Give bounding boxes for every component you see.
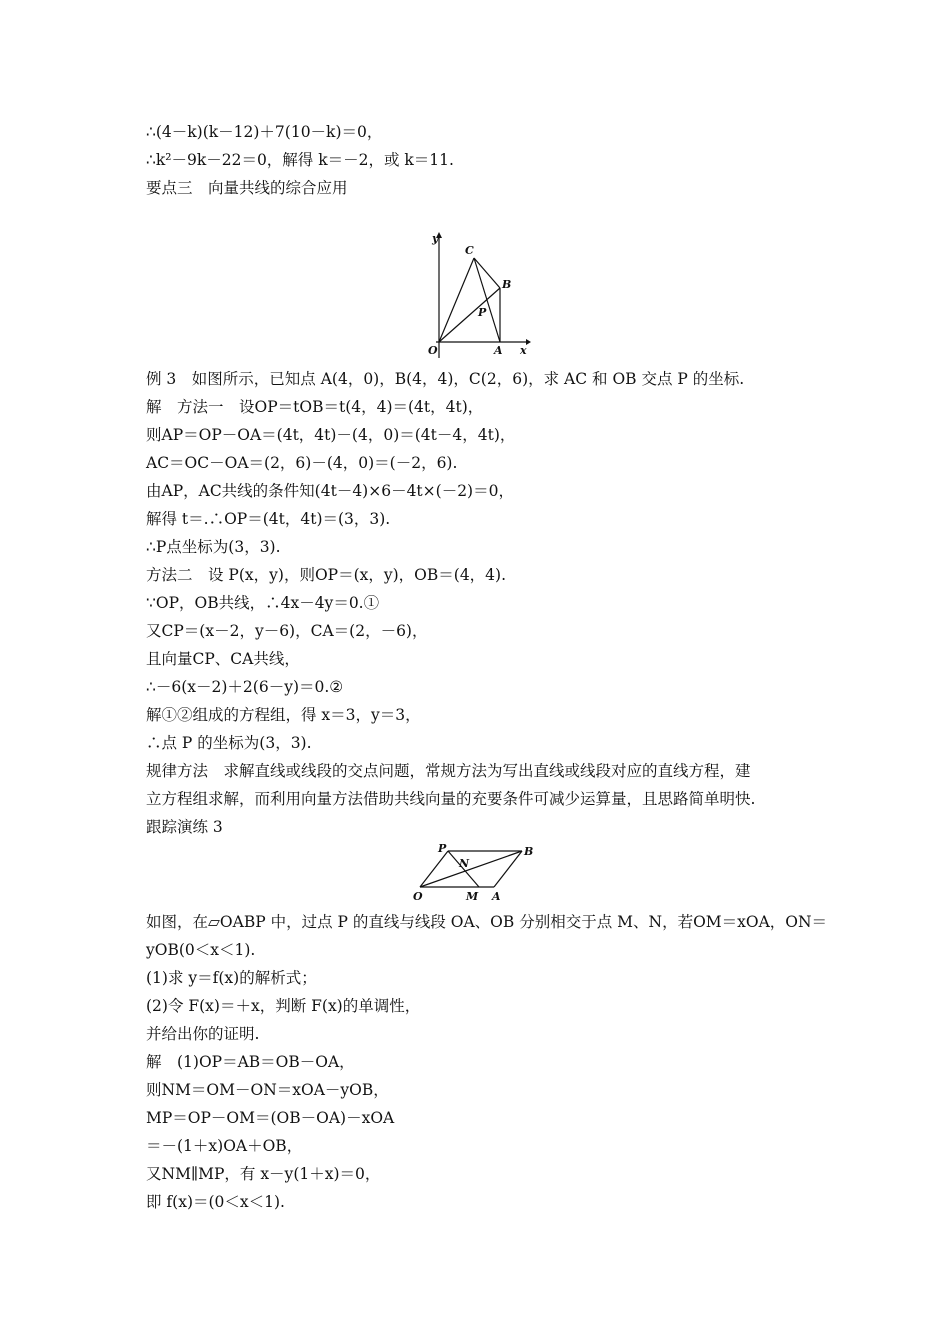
text-line: ∴(4－k)(k－12)＋7(10－k)＝0， [146, 123, 383, 141]
figure-1-svg [420, 226, 532, 360]
label-b: B [524, 845, 534, 858]
segment-cb [474, 258, 500, 288]
text-line: ∵OP，OB共线，∴4x－4y＝0.① [146, 594, 380, 612]
text-line: 并给出你的证明. [146, 1025, 260, 1043]
segment-ob [420, 851, 522, 887]
text-line: 又CP＝(x－2，y－6)，CA＝(2，－6)， [146, 622, 428, 640]
label-p: P [478, 306, 487, 319]
label-o: O [413, 890, 423, 903]
text-line: 则NM＝OM－ON＝xOA－yOB， [146, 1081, 389, 1099]
text-line: MP＝OP－OM＝(OB－OA)－xOA [146, 1109, 395, 1127]
label-m: M [466, 890, 479, 903]
text-line: 解 方法一 设OP＝tOB＝t(4，4)＝(4t，4t)， [146, 398, 484, 416]
text-line: AC＝OC－OA＝(2，6)－(4，0)＝(－2，6). [146, 454, 458, 472]
figure-coordinate-diagram [420, 226, 532, 364]
method-summary: 立方程组求解，而利用向量方法借助共线向量的充要条件可减少运算量，且思路简单明快. [146, 790, 756, 808]
text-line: 即 f(x)＝(0＜x＜1). [146, 1193, 285, 1211]
text-line: (2)令 F(x)＝＋x，判断 F(x)的单调性， [146, 997, 421, 1015]
segment-ob [439, 288, 500, 342]
section-heading: 跟踪演练 3 [146, 818, 223, 836]
figure-2-svg [408, 840, 540, 906]
x-axis-arrow [526, 339, 531, 345]
label-c: C [465, 244, 474, 257]
label-a: A [492, 890, 501, 903]
figure-parallelogram [408, 840, 540, 910]
text-line: ∴点 P 的坐标为(3，3). [146, 734, 312, 752]
label-y: y [432, 232, 439, 245]
label-p: P [438, 842, 447, 855]
label-a: A [494, 344, 503, 357]
text-line: ∴P点坐标为(3，3). [146, 538, 281, 556]
segment-ca [474, 258, 500, 342]
text-line: 由AP，AC共线的条件知(4t－4)×6－4t×(－2)＝0， [146, 482, 514, 500]
text-line: 则AP＝OP－OA＝(4t，4t)－(4，0)＝(4t－4，4t)， [146, 426, 516, 444]
example-statement: 例 3 如图所示，已知点 A(4，0)，B(4，4)，C(2，6)，求 AC 和 OB 交点 P 的坐标. [146, 370, 745, 388]
label-b: B [502, 278, 512, 291]
text-line: (1)求 y＝f(x)的解析式； [146, 969, 317, 987]
section-heading: 要点三 向量共线的综合应用 [146, 179, 348, 197]
text-line: 且向量CP、CA共线， [146, 650, 300, 668]
text-line: ∴k²－9k－22＝0，解得 k＝－2，或 k＝11. [146, 151, 454, 169]
label-n: N [459, 857, 470, 870]
text-line: ＝－(1＋x)OA＋OB， [146, 1137, 303, 1155]
method-summary: 规律方法 求解直线或线段的交点问题，常规方法为写出直线或线段对应的直线方程，建 [146, 762, 751, 780]
text-line: 又NM∥MP，有 x－y(1＋x)＝0， [146, 1165, 381, 1183]
text-line: ∴－6(x－2)＋2(6－y)＝0.② [146, 678, 344, 696]
text-line: 解 (1)OP＝AB＝OB－OA， [146, 1053, 355, 1071]
problem-statement: 如图，在▱OABP 中，过点 P 的直线与线段 OA、OB 分别相交于点 M、N，若OM＝xOA，ON＝ [146, 913, 828, 931]
text-line: 方法二 设 P(x，y)，则OP＝(x，y)，OB＝(4，4). [146, 566, 507, 584]
segment-oc [439, 258, 474, 342]
problem-statement: yOB(0＜x＜1). [146, 941, 256, 959]
label-x: x [520, 344, 527, 357]
text-line: 解①②组成的方程组，得 x＝3，y＝3， [146, 706, 421, 724]
text-line: 解得 t＝.∴OP＝(4t，4t)＝(3，3). [146, 510, 391, 528]
label-o: O [428, 344, 438, 357]
